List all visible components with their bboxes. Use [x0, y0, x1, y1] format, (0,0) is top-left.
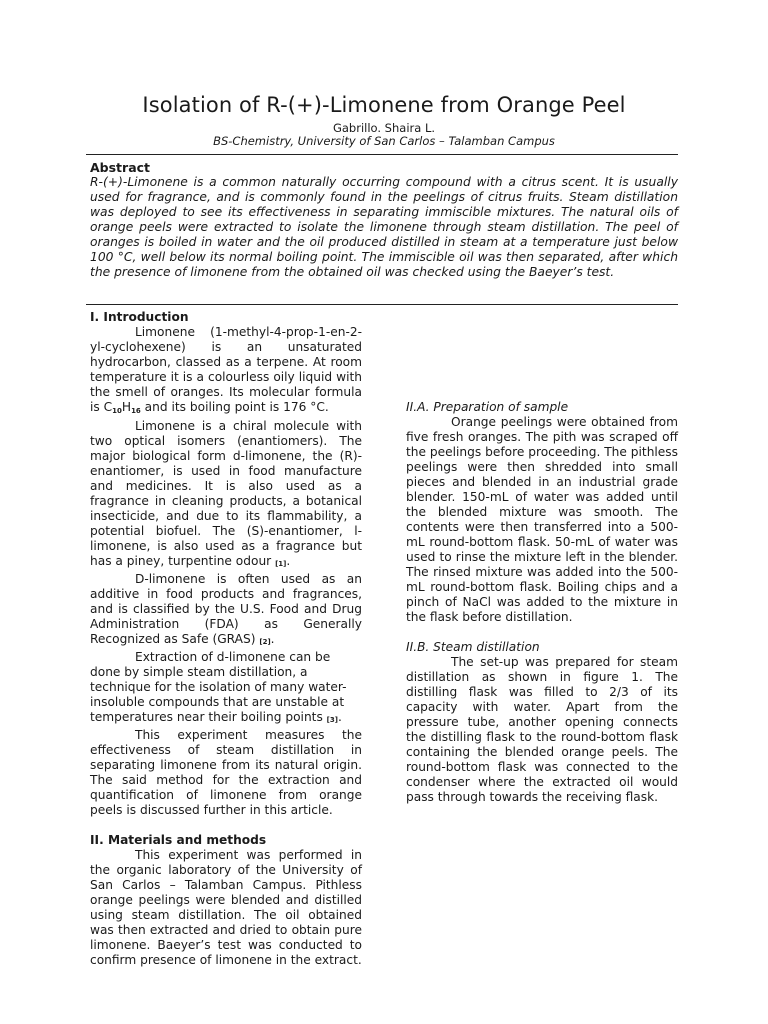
- intro-p1-text: Limonene (1-methyl-4-prop-1-en-2-yl-cyclohexene) is an unsaturated hydrocarbon, classed as a terpene. At room temperature it is a colourless oily liquid with the smell of oranges. Its molecular formula is: [90, 325, 362, 414]
- left-column: [90, 310, 362, 968]
- abstract-body: R-(+)-Limonene is a common naturally occurring compound with a citrus scent. It is usually used for fragrance, and is commonly found in the peelings of citrus fruits. Steam distillation was deployed to see its effectiveness in separating immiscible mixtures. The natural oils of orange peels were extracted to isolate the limonene through steam distillation. The peel of oranges is boiled in water and the oil produced distilled in steam at a temperature just below 100 °C, well below its normal boiling point. The immiscible oil was then separated, after which the presence of limonene from the obtained oil was checked using the Baeyer’s test.: [90, 175, 678, 279]
- intro-paragraph-1: [90, 325, 362, 419]
- abstract-divider: [86, 304, 678, 305]
- section-heading-introduction: I. Introduction: [90, 310, 189, 324]
- intro-p3-text: D-limonene is often used as an additive in food products and fragrances, and is classified by the U.S. Food and Drug Administration (FDA) as Generally Recognized as Safe (GRAS): [90, 572, 362, 646]
- formula-carbon-count: 10: [112, 407, 122, 415]
- author-affiliation: BS-Chemistry, University of San Carlos – Talamban Campus: [213, 134, 555, 148]
- intro-p1-text-end: and its boiling point is 176 °C.: [140, 400, 329, 414]
- formula-hydrogen-count: 16: [131, 407, 141, 415]
- intro-paragraph-5: This experiment measures the effectiveness of steam distillation in separating limonene from its natural origin. The said method for the extraction and quantification of limonene from orange peels is discussed further in this article.: [90, 728, 362, 817]
- abstract-heading: Abstract: [90, 160, 151, 175]
- subsection-heading-preparation: II.A. Preparation of sample: [406, 400, 569, 414]
- citation-1: [1]: [275, 560, 287, 568]
- intro-paragraph-2: Limonene is a chiral molecule with two optical isomers (enantiomers). The major biological form d-limonene, the (R)-enantiomer, is used in food manufacture and medicines. It is also used as a fragrance in cleaning products, a botanical insecticide, and due to its flammability, a potential biofuel. The (S)-enantiomer, l-limonene, is also used as a fragrance but has a piney, turpentine odour [1].: [90, 419, 362, 568]
- author-name: Gabrillo. Shaira L.: [332, 121, 436, 135]
- subsection-heading-steam-distillation: II.B. Steam distillation: [406, 640, 540, 654]
- paper-title: Isolation of R-(+)-Limonene from Orange Peel: [142, 93, 626, 117]
- intro-paragraph-3: D-limonene is often used as an additive in food products and fragrances, and is classified by the U.S. Food and Drug Administration (FDA) as Generally Recognized as Safe (GRAS) [2].: [90, 572, 362, 646]
- formula-carbon: C: [103, 400, 113, 414]
- right-column: [406, 310, 678, 805]
- top-divider: [86, 154, 678, 155]
- intro-paragraph-4: Extraction of d-limonene can be done by simple steam distillation, a technique for the isolation of many water-insoluble compounds that are unstable at temperatures near their boiling points [3].: [90, 650, 347, 724]
- citation-2: [2]: [259, 638, 271, 646]
- abstract-section: [90, 160, 678, 280]
- intro-p2-text: Limonene is a chiral molecule with two optical isomers (enantiomers). The major biological form d-limonene, the (R)-enantiomer, is used in food manufacture and medicines. It is also used as a fragrance in cleaning products, a botanical insecticide, and due to its flammability, a potential biofuel. The (S)-enantiomer, l-limonene, is also used as a fragrance but has a piney, turpentine odour: [90, 419, 362, 568]
- formula-hydrogen: H: [121, 400, 132, 414]
- intro-p4-text: Extraction of d-limonene can be done by simple steam distillation, a technique for the isolation of many water-insoluble compounds that are unstable at temperatures near their boiling points: [90, 650, 347, 724]
- preparation-paragraph: Orange peelings were obtained from five fresh oranges. The pith was scraped off the peelings before proceeding. The pithless peelings were then shredded into small pieces and blended in an industrial grade blender. 150-mL of water was added until the blended mixture was smooth. The contents were then transferred into a 500-mL round-bottom flask. 50-mL of water was used to rinse the mixture left in the blender. The rinsed mixture was added into the 500-mL round-bottom flask. Boiling chips and a pinch of NaCl was added to the mixture in the flask before distillation.: [406, 415, 678, 624]
- section-heading-materials-methods: II. Materials and methods: [90, 833, 267, 847]
- methods-paragraph-1: This experiment was performed in the organic laboratory of the University of San Carlos – Talamban Campus. Pithless orange peelings were blended and distilled using steam distillation. The oil obtained was then extracted and dried to obtain pure limonene. Baeyer’s test was conducted to confirm presence of limonene in the extract.: [90, 848, 362, 967]
- steam-distillation-paragraph: The set-up was prepared for steam distillation as shown in figure 1. The distilling flask was filled to 2/3 of its capacity with water. Apart from the pressure tube, another opening connects the distilling flask to the round-bottom flask containing the blended orange peels. The round-bottom flask was connected to the condenser where the extracted oil would pass through towards the receiving flask.: [406, 655, 678, 804]
- citation-3: [3]: [326, 716, 338, 724]
